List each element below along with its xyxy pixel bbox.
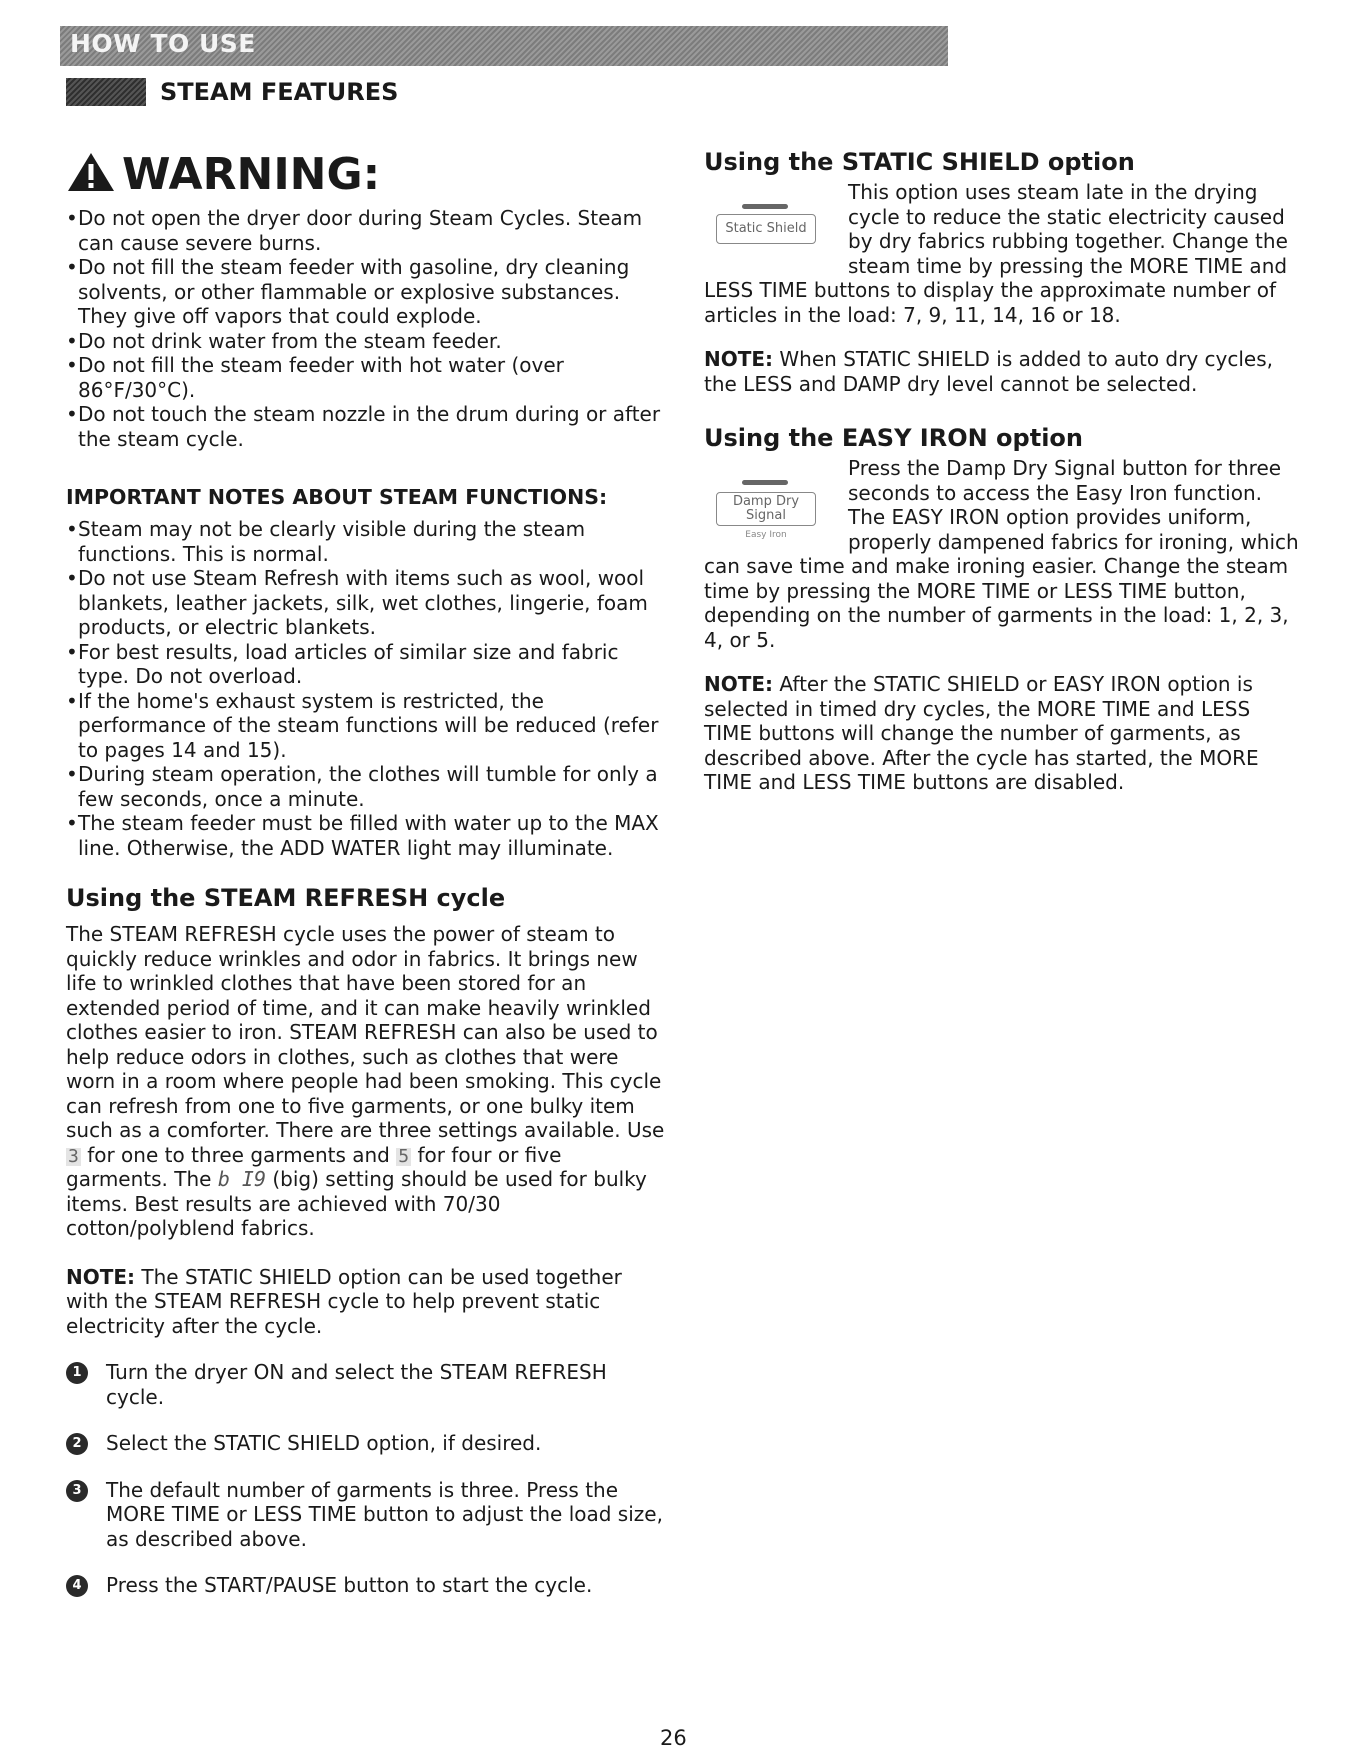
right-column (704, 148, 1304, 795)
damp-dry-signal-button-image (704, 468, 830, 550)
list-item: • Do not fill the steam feeder with hot water (over 86°F/30°C). (66, 353, 666, 402)
easy-iron-note: NOTE: After the STATIC SHIELD or EASY IRON option is selected in timed dry cycles, the MORE TIME and LESS TIME buttons will change the number of garments, as described above. After the cycle has started, the MORE TIME and LESS TIME buttons are disabled. (704, 672, 1259, 794)
list-item: • Do not open the dryer door during Steam Cycles. Steam can cause severe burns. (66, 206, 666, 255)
damp-dry-signal-button: Damp Dry Signal (716, 492, 816, 526)
step-4: 4 Press the START/PAUSE button to start the cycle. (66, 1573, 666, 1598)
list-item: • During steam operation, the clothes will tumble for only a few seconds, once a minute. (66, 762, 666, 811)
easy-iron-heading: Using the EASY IRON option (704, 424, 1083, 452)
easy-iron-description: Press the Damp Dry Signal button for three seconds to access the Easy Iron function. The EASY IRON option provides uniform, properly dampened fabrics for ironing, which can save time and make ironing easier. Change the steam time by pressing the MORE TIME or LESS TIME button, depending on the number of garments in the load: 1, 2, 3, 4, or 5. (704, 456, 1299, 652)
left-column (66, 150, 666, 1598)
static-shield-heading: Using the STATIC SHIELD option (704, 148, 1135, 176)
warning-title: WARNING: (122, 149, 381, 200)
step-number-icon: 3 (66, 1480, 88, 1502)
page-number: 26 (660, 1726, 687, 1750)
display-setting-3: 3 (68, 1145, 79, 1167)
step-number-icon: 1 (66, 1362, 88, 1384)
step-number-icon: 2 (66, 1433, 88, 1455)
list-item: • The steam feeder must be filled with water up to the MAX line. Otherwise, the ADD WATER light may illuminate. (66, 811, 666, 860)
section-marker (66, 78, 146, 106)
indicator-light-icon (742, 204, 788, 209)
step-3: 3 The default number of garments is three. Press the MORE TIME or LESS TIME button to adjust the load size, as described above. (66, 1478, 666, 1552)
list-item: • If the home's exhaust system is restricted, the performance of the steam functions will be reduced (refer to pages 14 and 15). (66, 689, 666, 763)
list-item: • Do not use Steam Refresh with items such as wool, wool blankets, leather jackets, silk, wet clothes, lingerie, foam products, or electric blankets. (66, 566, 666, 640)
important-notes-heading: IMPORTANT NOTES ABOUT STEAM FUNCTIONS: (66, 485, 608, 509)
steam-refresh-description: The STEAM REFRESH cycle uses the power of steam to quickly reduce wrinkles and odor in fabrics. It brings new life to wrinkled clothes that have been stored for an extended period of time, and it can make heavily wrinkled clothes easier to iron. STEAM REFRESH can also be used to help reduce odors in clothes, such as clothes that were worn in a room where people had been smoking. This cycle can refresh from one to five garments, or one bulky item such as a comforter. There are three settings available. Use 3 for one to three garments and 5 for four or five garments. The b I9 (big) setting should be used for bulky items. Best results are achieved with 70/30 cotton/polyblend fabrics. (66, 922, 665, 1240)
display-setting-5: 5 (398, 1145, 410, 1167)
important-notes-list (66, 517, 666, 860)
list-item: • Do not fill the steam feeder with gasoline, dry cleaning solvents, or other flammable or explosive substances. They give off vapors that could explode. (66, 255, 666, 329)
steam-refresh-heading: Using the STEAM REFRESH cycle (66, 884, 506, 912)
static-shield-note: NOTE: When STATIC SHIELD is added to auto dry cycles, the LESS and DAMP dry level cannot be selected. (704, 347, 1274, 396)
list-item: • Do not touch the steam nozzle in the drum during or after the steam cycle. (66, 402, 666, 451)
display-setting-big: b I9 (217, 1167, 266, 1191)
easy-iron-sublabel: Easy Iron (745, 530, 787, 540)
step-number-icon: 4 (66, 1575, 88, 1597)
warning-list (66, 206, 666, 451)
list-item: • Do not drink water from the steam feeder. (66, 329, 666, 354)
step-1: 1 Turn the dryer ON and select the STEAM REFRESH cycle. (66, 1360, 666, 1409)
step-2: 2 Select the STATIC SHIELD option, if desired. (66, 1431, 666, 1456)
banner-title: HOW TO USE (70, 29, 256, 58)
section-heading (66, 78, 398, 108)
warning-heading (66, 150, 666, 200)
static-shield-button: Static Shield (716, 214, 816, 244)
list-item: • For best results, load articles of similar size and fabric type. Do not overload. (66, 640, 666, 689)
steam-refresh-note: NOTE: The STATIC SHIELD option can be used together with the STEAM REFRESH cycle to help prevent static electricity after the cycle. (66, 1264, 622, 1338)
section-title: STEAM FEATURES (160, 78, 399, 106)
indicator-light-icon (742, 480, 788, 485)
warning-triangle-icon (66, 151, 116, 193)
how-to-use-banner (60, 26, 948, 66)
static-shield-description: This option uses steam late in the drying cycle to reduce the static electricity caused by dry fabrics rubbing together. Change the steam time by pressing the MORE TIME and LESS TIME buttons to display the approximate number of articles in the load: 7, 9, 11, 14, 16 or 18. (704, 180, 1288, 327)
list-item: • Steam may not be clearly visible during the steam functions. This is normal. (66, 517, 666, 566)
static-shield-button-image (704, 192, 830, 262)
